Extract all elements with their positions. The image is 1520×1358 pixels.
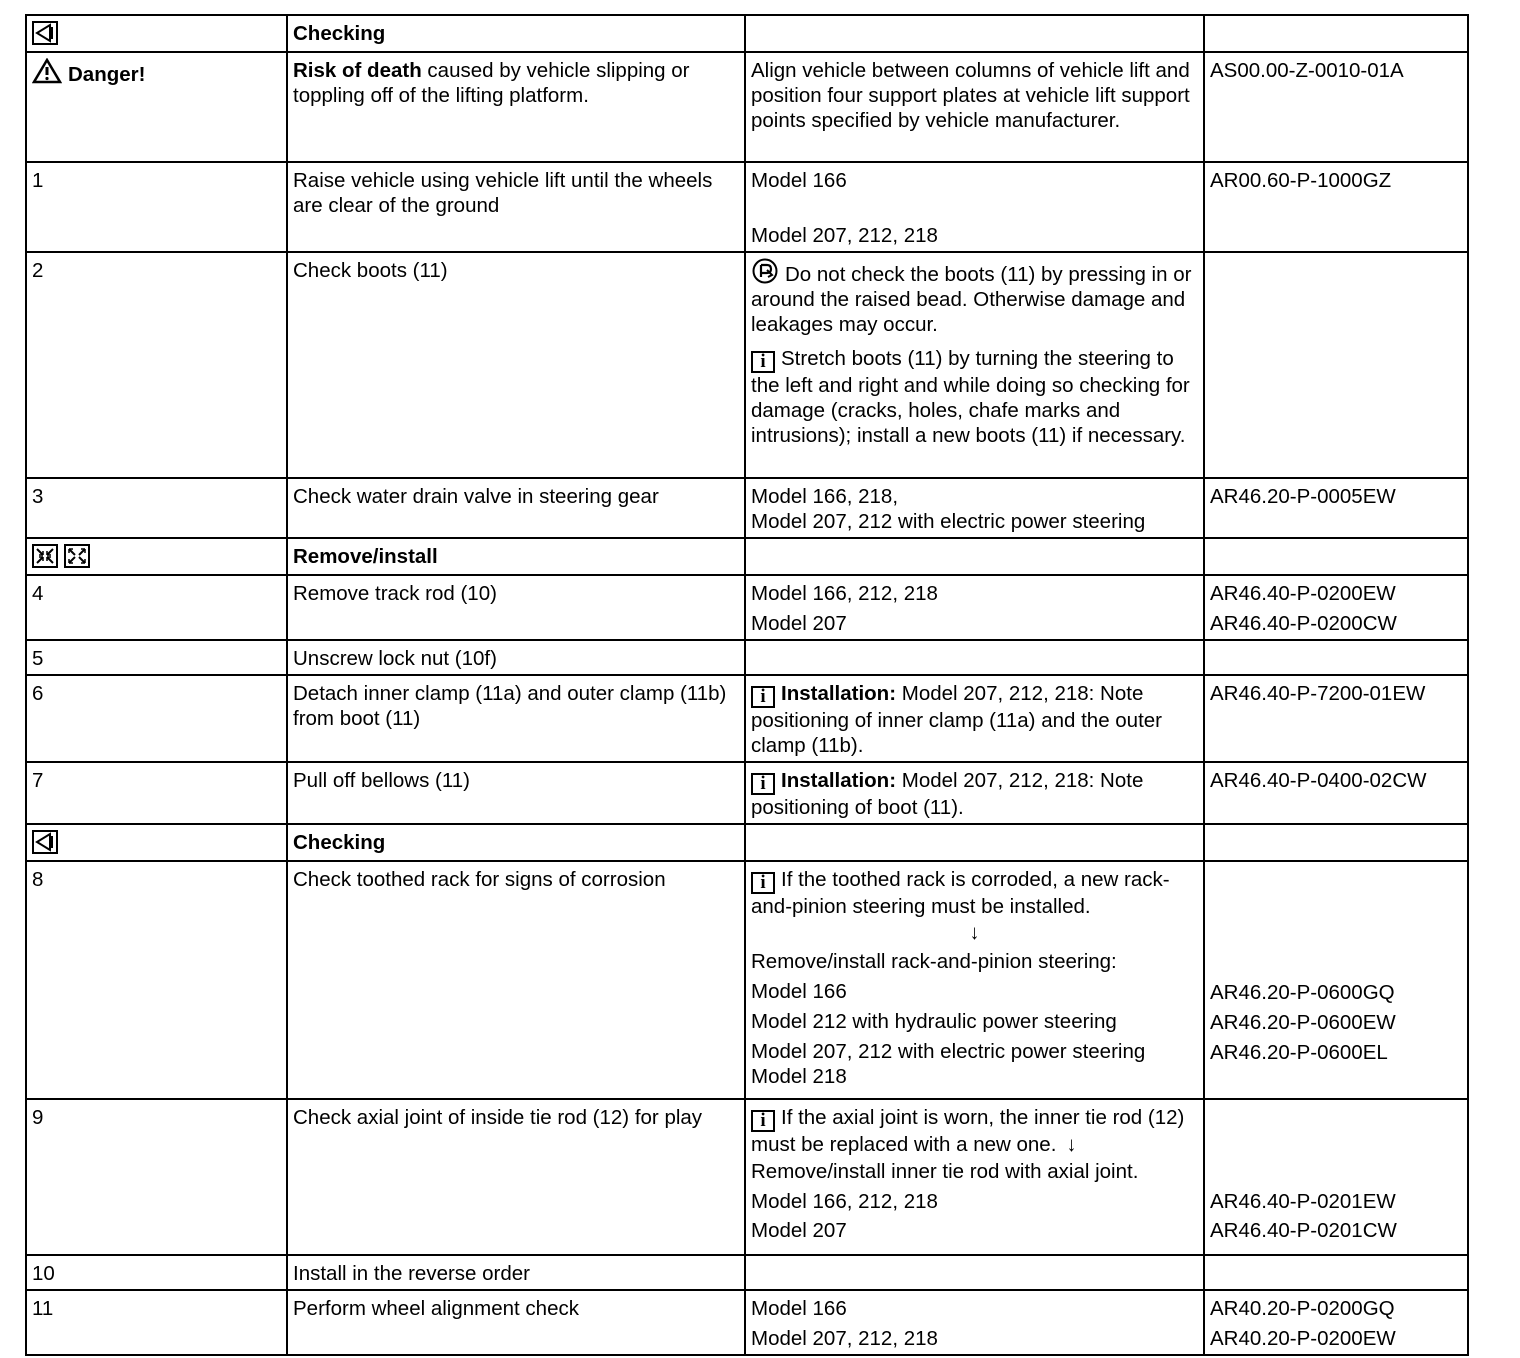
down-arrow-icon: ↓ bbox=[969, 921, 980, 944]
warning-triangle-icon bbox=[32, 58, 62, 84]
step-action: Unscrew lock nut (10f) bbox=[287, 640, 745, 675]
reference-link[interactable]: AR46.20-P-0600EL bbox=[1210, 1041, 1388, 1064]
danger-cell bbox=[26, 52, 287, 162]
step-number: 2 bbox=[26, 252, 287, 478]
step-number: 3 bbox=[26, 478, 287, 538]
step-notes: i If the toothed rack is corroded, a new rack-and-pinion steering must be installed. ↓ Remove/install rack-and-pinion steering: Model 166 Model 212 with hydraulic power steering Model 207, 212 with electric power steering Model 218 bbox=[745, 861, 1204, 1099]
reference-link[interactable]: AR46.40-P-0200CW bbox=[1210, 612, 1397, 635]
info-icon: i bbox=[751, 773, 775, 795]
info-icon: i bbox=[751, 872, 775, 894]
info-icon: i bbox=[751, 686, 775, 708]
reference-link[interactable]: AR46.40-P-0201CW bbox=[1210, 1219, 1397, 1242]
checking-icon bbox=[32, 830, 58, 854]
section-row-checking bbox=[26, 824, 1468, 861]
danger-row bbox=[26, 52, 1468, 162]
reference-link[interactable]: AR40.20-P-0200GQ bbox=[1210, 1297, 1395, 1320]
step-action: Perform wheel alignment check bbox=[287, 1290, 745, 1355]
step-row bbox=[26, 861, 1468, 1099]
step-action: Remove track rod (10) bbox=[287, 575, 745, 640]
section-title: Checking bbox=[287, 824, 745, 861]
step-row bbox=[26, 252, 1468, 478]
checking-icon bbox=[32, 21, 58, 45]
caution-icon bbox=[751, 258, 779, 284]
step-number: 10 bbox=[26, 1255, 287, 1290]
procedure-table bbox=[25, 14, 1469, 1356]
step-row bbox=[26, 640, 1468, 675]
section-title: Remove/install bbox=[287, 538, 745, 575]
section-row-remove-install bbox=[26, 538, 1468, 575]
section-title: Checking bbox=[287, 15, 745, 52]
step-number: 7 bbox=[26, 762, 287, 824]
step-notes: Model 166, 212, 218 Model 207 bbox=[745, 575, 1204, 640]
info-icon: i bbox=[751, 1110, 775, 1132]
step-number: 9 bbox=[26, 1099, 287, 1255]
step-row bbox=[26, 478, 1468, 538]
step-row bbox=[26, 1099, 1468, 1255]
reference-links bbox=[1204, 1290, 1468, 1355]
step-row bbox=[26, 1290, 1468, 1355]
step-action: Check boots (11) bbox=[287, 252, 745, 478]
reference-links bbox=[1204, 861, 1468, 1099]
reference-link[interactable]: AR46.40-P-7200-01EW bbox=[1204, 675, 1468, 762]
risk-text: Risk of death caused by vehicle slipping or toppling off of the lifting platform. bbox=[287, 52, 745, 162]
reference-link[interactable]: AR40.20-P-0200EW bbox=[1210, 1327, 1396, 1350]
step-number: 8 bbox=[26, 861, 287, 1099]
step-number: 5 bbox=[26, 640, 287, 675]
step-notes: i Installation: Model 207, 212, 218: Note positioning of boot (11). bbox=[745, 762, 1204, 824]
step-notes: Model 166 Model 207, 212, 218 bbox=[745, 162, 1204, 252]
step-notes: Do not check the boots (11) by pressing in or around the raised bead. Otherwise damage and leakages may occur. i Stretch boots (11) by turning the steering to the left and right and while doing so checking for damage (cracks, holes, chafe marks and intrusions); install a new boots (11) if necessary. bbox=[745, 252, 1204, 478]
step-row bbox=[26, 162, 1468, 252]
reference-link[interactable]: AR46.40-P-0200EW bbox=[1210, 582, 1396, 605]
step-action: Install in the reverse order bbox=[287, 1255, 745, 1290]
step-action: Raise vehicle using vehicle lift until the wheels are clear of the ground bbox=[287, 162, 745, 252]
section-icon-cell bbox=[26, 824, 287, 861]
step-notes: Model 166, 218, Model 207, 212 with electric power steering bbox=[745, 478, 1204, 538]
step-number: 1 bbox=[26, 162, 287, 252]
step-notes: i Installation: Model 207, 212, 218: Note positioning of inner clamp (11a) and the outer clamp (11b). bbox=[745, 675, 1204, 762]
section-icon-cell bbox=[26, 538, 287, 575]
step-row bbox=[26, 762, 1468, 824]
step-row bbox=[26, 1255, 1468, 1290]
step-number: 11 bbox=[26, 1290, 287, 1355]
reference-links bbox=[1204, 575, 1468, 640]
reference-link[interactable]: AR46.40-P-0201EW bbox=[1210, 1190, 1396, 1213]
step-number: 6 bbox=[26, 675, 287, 762]
reference-link[interactable]: AR00.60-P-1000GZ bbox=[1204, 162, 1468, 252]
down-arrow-icon: ↓ bbox=[1066, 1133, 1077, 1156]
step-number: 4 bbox=[26, 575, 287, 640]
danger-note: Align vehicle between columns of vehicle lift and position four support plates at vehicle lift support points specified by vehicle manufacturer. bbox=[745, 52, 1204, 162]
step-action: Detach inner clamp (11a) and outer clamp (11b) from boot (11) bbox=[287, 675, 745, 762]
step-row bbox=[26, 675, 1468, 762]
info-icon: i bbox=[751, 351, 775, 373]
step-row bbox=[26, 575, 1468, 640]
reference-link[interactable]: AR46.20-P-0005EW bbox=[1204, 478, 1468, 538]
section-row-checking bbox=[26, 15, 1468, 52]
reference-links bbox=[1204, 1099, 1468, 1255]
reference-link[interactable]: AR46.20-P-0600GQ bbox=[1210, 981, 1395, 1004]
reference-link[interactable]: AS00.00-Z-0010-01A bbox=[1204, 52, 1468, 162]
step-action: Check axial joint of inside tie rod (12) for play bbox=[287, 1099, 745, 1255]
step-notes: i If the axial joint is worn, the inner tie rod (12) must be replaced with a new one. ↓ Remove/install inner tie rod with axial joint. Model 166, 212, 218 Model 207 bbox=[745, 1099, 1204, 1255]
install-icon bbox=[64, 544, 90, 568]
step-action: Check water drain valve in steering gear bbox=[287, 478, 745, 538]
reference-link[interactable]: AR46.40-P-0400-02CW bbox=[1204, 762, 1468, 824]
danger-label: Danger! bbox=[68, 63, 146, 86]
step-action: Check toothed rack for signs of corrosion bbox=[287, 861, 745, 1099]
remove-icon bbox=[32, 544, 58, 568]
step-notes: Model 166 Model 207, 212, 218 bbox=[745, 1290, 1204, 1355]
reference-link[interactable]: AR46.20-P-0600EW bbox=[1210, 1011, 1396, 1034]
section-icon-cell bbox=[26, 15, 287, 52]
step-action: Pull off bellows (11) bbox=[287, 762, 745, 824]
